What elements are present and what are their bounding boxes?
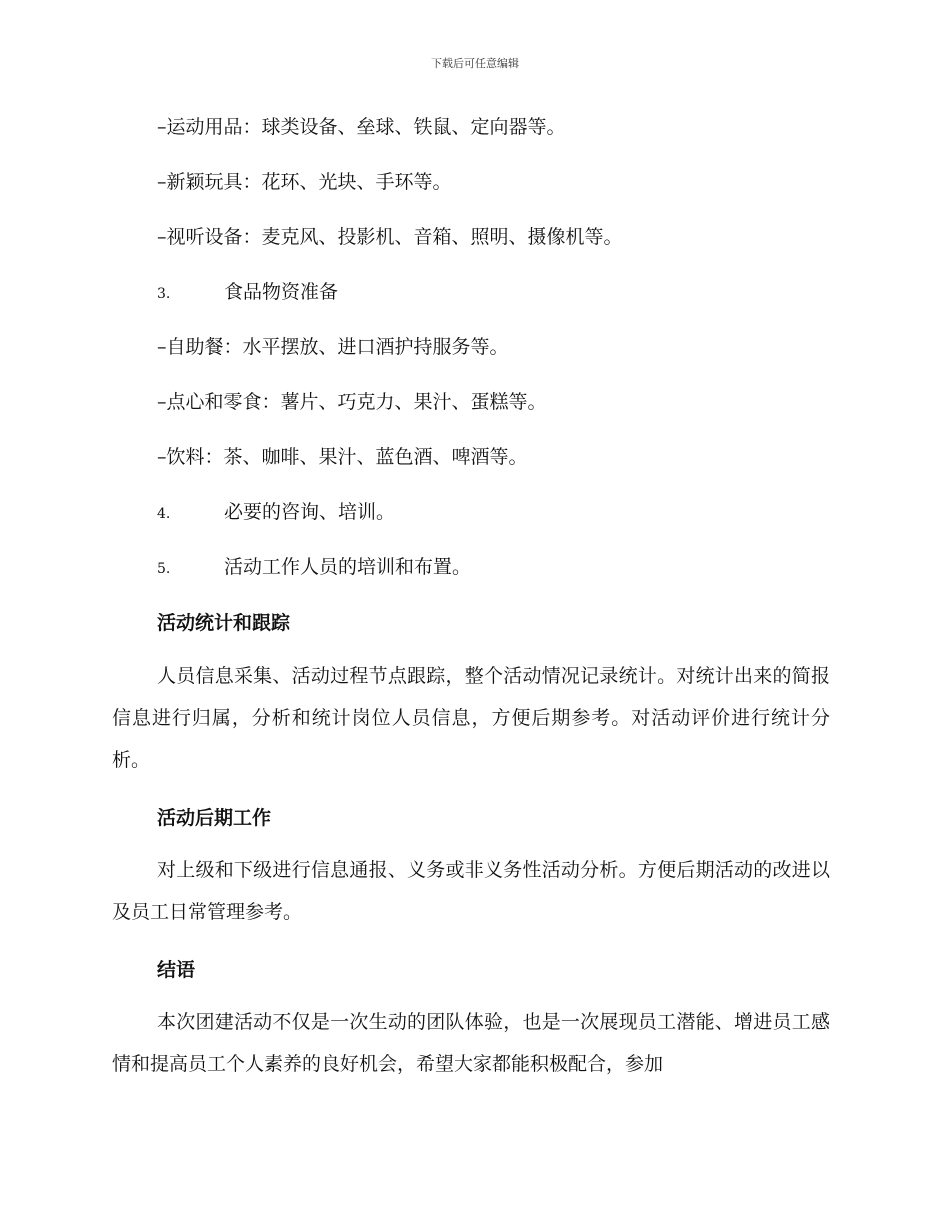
numbered-item-3: [157, 280, 338, 306]
section-heading-post: 活动后期工作: [157, 807, 272, 829]
item-number: 5.: [157, 561, 171, 577]
numbered-item-5: [157, 555, 471, 581]
item-text: 活动工作人员的培训和布置。: [224, 556, 472, 578]
item-text: 必要的咨询、培训。: [224, 501, 396, 523]
item-number: 3.: [157, 286, 171, 302]
section-paragraph-conclusion: 本次团建活动不仅是一次生动的团队体验，也是一次展现员工潜能、增进员工感情和提高员工个人素养的良好机会，希望大家都能积极配合，参加: [112, 1011, 830, 1075]
list-item-av: –视听设备：麦克风、投影机、音箱、照明、摄像机等。: [157, 226, 623, 248]
list-item-sports: –运动用品：球类设备、垒球、铁鼠、定向器等。: [157, 116, 566, 138]
item-text: 食品物资准备: [224, 281, 339, 303]
section-paragraph-post: 对上级和下级进行信息通报、义务或非义务性活动分析。方便后期活动的改进以及员工日常管理参考。: [112, 859, 830, 923]
list-item-drinks: –饮料：茶、咖啡、果汁、蓝色酒、啤酒等。: [157, 446, 528, 468]
page-header: 下载后可任意编辑: [431, 57, 519, 70]
section-paragraph-stats: 人员信息采集、活动过程节点跟踪，整个活动情况记录统计。对统计出来的简报信息进行归属，分析和统计岗位人员信息，方便后期参考。对活动评价进行统计分析。: [112, 665, 830, 771]
item-number: 4.: [157, 506, 171, 522]
section-heading-stats: 活动统计和跟踪: [157, 612, 291, 634]
list-item-snacks: –点心和零食：薯片、巧克力、果汁、蛋糕等。: [157, 391, 547, 413]
section-heading-conclusion: 结语: [157, 959, 196, 981]
list-item-buffet: –自助餐：水平摆放、进口酒护持服务等。: [157, 336, 509, 358]
list-item-toys: –新颖玩具：花环、光块、手环等。: [157, 171, 452, 193]
numbered-item-4: [157, 500, 395, 526]
